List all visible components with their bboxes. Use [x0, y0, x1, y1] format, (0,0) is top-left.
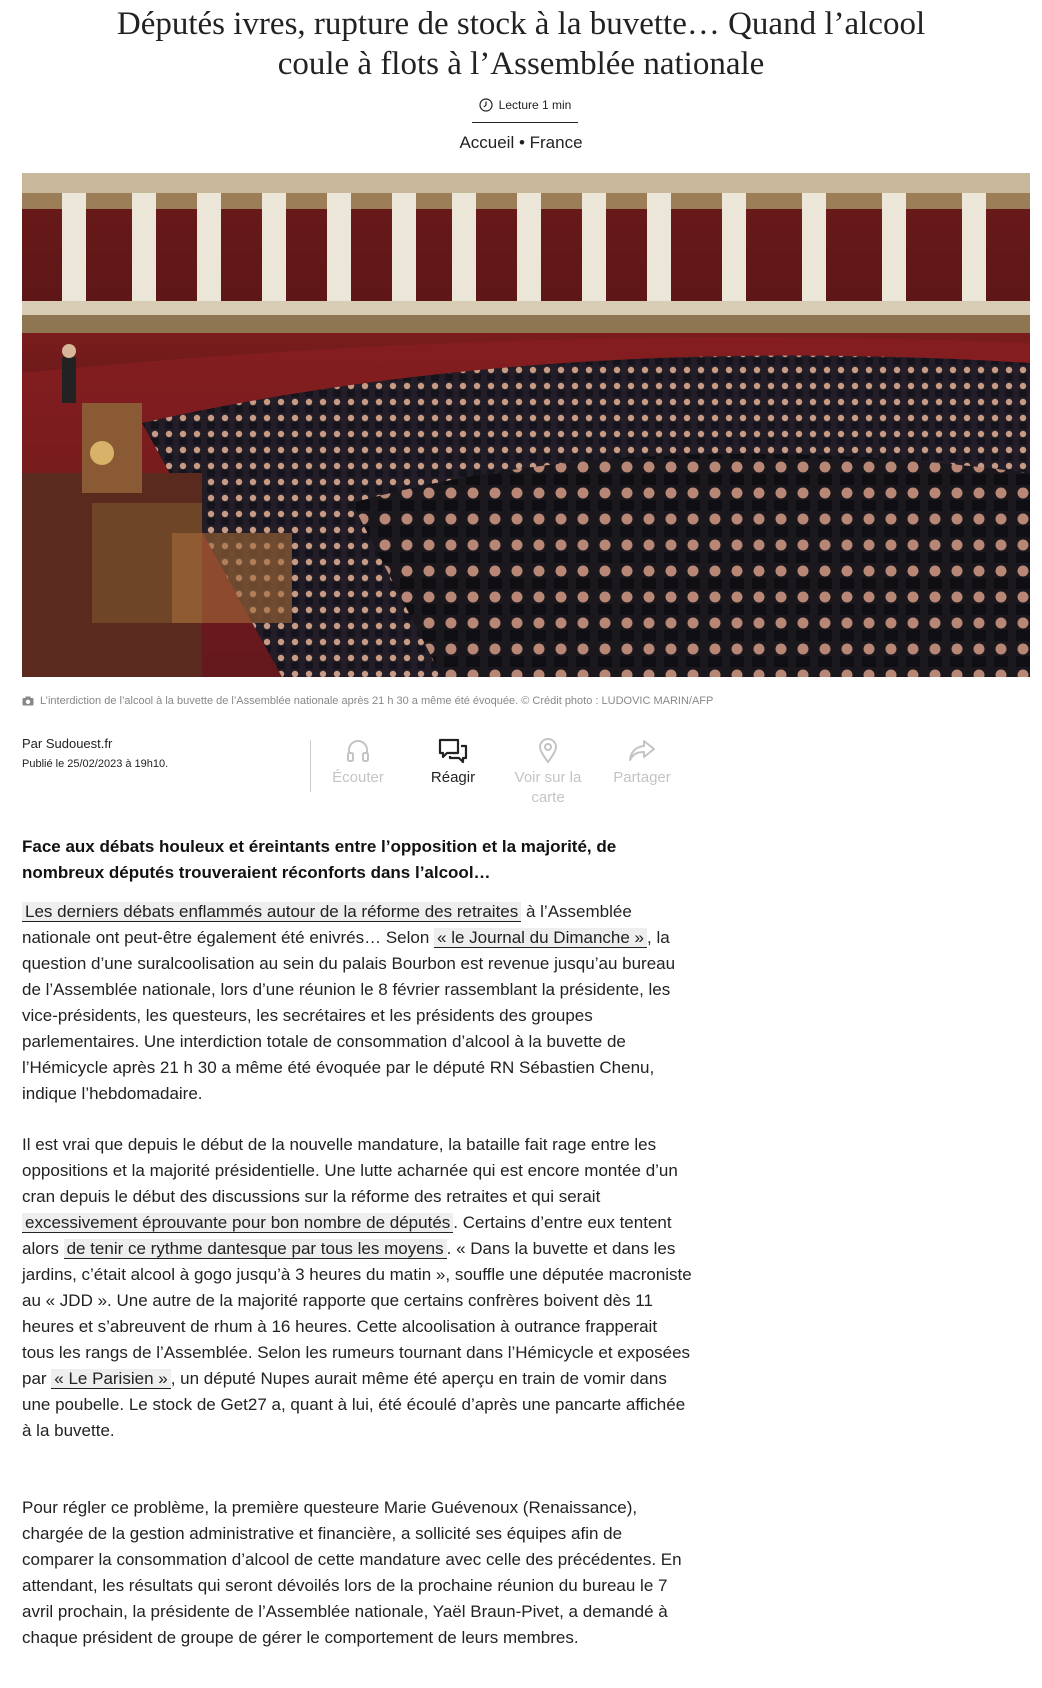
- article-lead: Face aux débats houleux et éreintants entre l’opposition et la majorité, de nombreux députés trouveraient réconforts dans l’alcool…: [22, 837, 617, 882]
- hero-photo: [22, 173, 1030, 677]
- article-paragraph: Pour régler ce problème, la première questeure Marie Guévenoux (Renaissance), chargée de la gestion administrative et financière, a sollicité ses équipes afin de comparer la consommation d’alcool de cette mandature avec celle des précédentes. En attendant, les résultats qui seront dévoilés lors de la prochaine réunion du bureau le 7 avril prochain, la présidente de l’Assemblée nationale, Yaël Braun-Pivet, a demandé à chaque président de groupe de gérer le comportement de leurs membres.: [22, 1498, 682, 1647]
- listen-label: Écouter: [332, 769, 384, 786]
- camera-icon: [22, 696, 34, 706]
- assembly-chamber-illustration: [22, 173, 1030, 677]
- text-segment: . Certains d’entre eux tentent alors: [22, 1213, 672, 1258]
- caption-text: L’interdiction de l’alcool à la buvette de l’Assemblée nationale après 21 h 30 a même été évoquée. © Crédit photo : LUDOVIC MARIN/AFP: [40, 695, 714, 707]
- text-segment: à l’Assemblée nationale ont peut-être également été enivrés… Selon: [22, 902, 632, 947]
- headphones-icon: [345, 738, 371, 764]
- divider: [310, 740, 311, 792]
- map-button[interactable]: [506, 738, 590, 808]
- text-segment: , la question d’une suralcoolisation au sein du palais Bourbon est revenue jusqu’au bureau de l’Assemblée nationale, lors d’une réunion le 8 février rassemblant la présidente, les vice-présidents, les questeurs, les secrétaires et les présidents des groupes parlementaires. Une interdiction totale de consommation d’alcool à la buvette de l’Hémicycle après 21 h 30 a même été évoquée par le député RN Sébastien Chenu, indique l’hebdomadaire.: [22, 928, 676, 1103]
- reading-time: [470, 94, 580, 116]
- article-paragraph: [22, 899, 692, 1107]
- listen-button[interactable]: [316, 738, 400, 788]
- text-segment: . « Dans la buvette et dans les jardins, c’était alcool à gogo jusqu’à 3 heures du matin », souffle une députée macroniste au « JDD ». Une autre de la majorité rapporte que certains confrères boivent dès 11 heures et s’abreuvent de rhum à 16 heures. Cette alcoolisation à outrance frapperait tous les rangs de l’Assemblée. Selon les rumeurs tournant dans l’Hémicycle et exposées par: [22, 1239, 692, 1388]
- divider: [472, 122, 578, 123]
- share-button[interactable]: [600, 738, 684, 788]
- map-label: Voir sur la carte: [514, 769, 582, 806]
- article-paragraph: [22, 1132, 692, 1444]
- comments-icon: [438, 738, 468, 764]
- clock-icon: [479, 98, 493, 112]
- text-segment: Il est vrai que depuis le début de la nouvelle mandature, la bataille fait rage entre les oppositions et la majorité présidentielle. Une lutte acharnée qui est encore montée d’un cran depuis le début des discussions sur la réforme des retraites et qui serait: [22, 1135, 678, 1206]
- reading-time-label: Lecture 1 min: [498, 98, 572, 112]
- react-button[interactable]: [411, 738, 495, 788]
- map-pin-icon: [537, 738, 559, 764]
- share-icon: [628, 738, 656, 764]
- article-link-jdd[interactable]: « le Journal du Dimanche »: [434, 928, 647, 948]
- article-link-rythme[interactable]: de tenir ce rythme dantesque par tous les moyens: [64, 1239, 447, 1259]
- share-label: Partager: [613, 769, 671, 786]
- article-link-deputes[interactable]: excessivement éprouvante pour bon nombre de députés: [22, 1213, 453, 1233]
- article-link-retraites[interactable]: Les derniers débats enflammés autour de la réforme des retraites: [22, 902, 521, 922]
- article-title: Députés ivres, rupture de stock à la buvette… Quand l’alcool coule à flots à l’Assemblée nationale: [116, 6, 926, 82]
- photo-caption: [22, 695, 713, 707]
- breadcrumb[interactable]: Accueil • France: [459, 133, 583, 152]
- react-label: Réagir: [430, 769, 476, 786]
- text-segment: , un député Nupes aurait même été aperçu en train de vomir dans une poubelle. Le stock de Get27 a, quant à lui, été écoulé d’après une pancarte affichée à la buvette.: [22, 1369, 686, 1440]
- article-link-parisien[interactable]: « Le Parisien »: [51, 1369, 170, 1389]
- author-byline: Par Sudouest.fr: [22, 736, 113, 751]
- publish-date: Publié le 25/02/2023 à 19h10.: [22, 758, 169, 770]
